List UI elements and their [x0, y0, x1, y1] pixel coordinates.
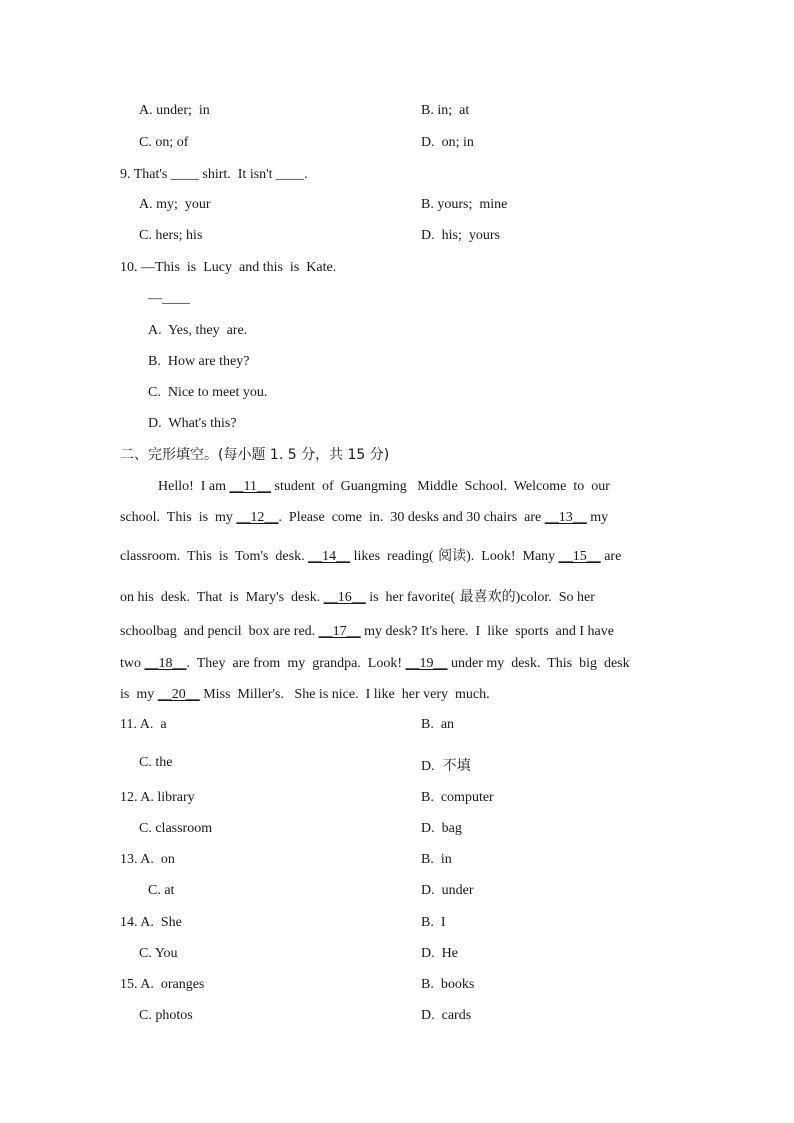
q9-blank-2: ____	[276, 167, 305, 182]
q12-option-c: C. classroom	[139, 821, 213, 836]
passage-text: my	[586, 510, 609, 525]
q11-option-d	[421, 755, 471, 775]
q11-options-row-1	[120, 717, 680, 735]
passage-text: classroom. This is Tom's desk.	[120, 549, 309, 564]
blank-17: __17__	[318, 624, 361, 639]
q10-option-b: B. How are they?	[148, 354, 250, 369]
q13-option-c: C. at	[148, 883, 175, 898]
q15-option-a: 15. A. oranges	[120, 977, 205, 992]
passage-text: )color. So her	[515, 590, 595, 605]
passage-text: Hello! I am	[158, 479, 230, 494]
q11-options-row-2	[139, 755, 699, 773]
q9-option-c: C. hers; his	[139, 228, 203, 243]
q13-option-a: 13. A. on	[120, 852, 175, 867]
section-2-heading: 二、完形填空。(每小题 1. 5 分，共 15 分)	[120, 447, 390, 463]
q10-reply	[148, 290, 190, 308]
blank-11: __11__	[229, 479, 272, 494]
q12-option-b: B. computer	[421, 790, 494, 805]
passage-chinese-gloss: 最喜欢的	[455, 589, 516, 605]
q15-option-b: B. books	[421, 977, 475, 992]
passage-text: is my	[120, 687, 158, 702]
q8-options-row-2	[139, 135, 699, 153]
q11-option-c: C. the	[139, 755, 173, 770]
passage-text: . Please come in. 30 desks and 30 chairs are	[278, 510, 545, 525]
blank-12: __12__	[236, 510, 279, 525]
q9-options-row-2	[139, 228, 699, 246]
q15-options-row-2	[139, 1008, 699, 1026]
q12-option-a: 12. A. library	[120, 790, 195, 805]
q9-option-d: D. his; yours	[421, 228, 500, 243]
q14-options-row-2	[139, 946, 699, 964]
passage-text: likes reading(	[350, 549, 434, 564]
passage-chinese-gloss: 阅读	[433, 548, 467, 564]
q10-option-a: A. Yes, they are.	[148, 323, 248, 338]
blank-20: __20__	[157, 687, 200, 702]
q13-options-row-2	[148, 883, 708, 901]
q11-option-b: B. an	[421, 717, 455, 732]
passage-text: on his desk. That is Mary's desk.	[120, 590, 324, 605]
q12-option-d: D. bag	[421, 821, 462, 836]
q8-option-c: C. on; of	[139, 135, 189, 150]
passage-text: . They are from my grandpa. Look!	[186, 656, 406, 671]
q11-option-d-text: 不填	[438, 758, 471, 774]
passage-text: is her favorite(	[365, 590, 456, 605]
q9-option-a: A. my; your	[139, 197, 211, 212]
passage-text: under my desk. This big desk	[447, 656, 630, 671]
passage-text: school. This is my	[120, 510, 237, 525]
q12-options-row-2	[139, 821, 699, 839]
q14-option-d: D. He	[421, 946, 458, 961]
passage-line-2	[120, 509, 608, 527]
q15-options-row-1	[120, 977, 680, 995]
q14-options-row-1	[120, 915, 680, 933]
q9-option-b: B. yours; mine	[421, 197, 508, 212]
passage-line-6	[120, 655, 630, 673]
q14-option-a: 14. A. She	[120, 915, 182, 930]
q10-stem: 10. —This is Lucy and this is Kate.	[120, 260, 337, 275]
blank-13: __13__	[544, 510, 587, 525]
q8-option-a: A. under; in	[139, 103, 210, 118]
q10-option-d: D. What's this?	[148, 416, 237, 431]
passage-text: student of Guangming Middle School. Welcome to our	[271, 479, 610, 494]
q9-options-row-1	[139, 197, 699, 215]
q15-option-c: C. photos	[139, 1008, 193, 1023]
q8-option-b: B. in; at	[421, 103, 470, 118]
passage-line-5	[120, 623, 614, 641]
passage-text: are	[600, 549, 622, 564]
q10-reply-blank: ____	[162, 291, 190, 306]
q14-option-b: B. I	[421, 915, 446, 930]
q8-options-row-1	[139, 103, 699, 121]
passage-text: schoolbag and pencil box are red.	[120, 624, 319, 639]
q13-option-b: B. in	[421, 852, 452, 867]
blank-15: __15__	[558, 549, 601, 564]
blank-14: __14__	[308, 549, 351, 564]
q10-reply-dash: —	[148, 291, 162, 306]
q15-option-d: D. cards	[421, 1008, 472, 1023]
q9-stem-text-mid: shirt. It isn't	[198, 167, 277, 182]
q14-option-c: C. You	[139, 946, 178, 961]
blank-18: __18__	[144, 656, 187, 671]
passage-line-1	[158, 478, 610, 496]
q9-stem	[120, 166, 308, 184]
q9-stem-text: 9. That's	[120, 167, 171, 182]
passage-line-7	[120, 686, 490, 704]
q9-blank-1: ____	[170, 167, 199, 182]
q13-option-d: D. under	[421, 883, 474, 898]
passage-line-4	[120, 588, 595, 607]
q8-option-d: D. on; in	[421, 135, 474, 150]
passage-text: Miss Miller's. She is nice. I like her very much.	[199, 687, 490, 702]
blank-19: __19__	[405, 656, 448, 671]
q12-options-row-1	[120, 790, 680, 808]
q9-stem-end: .	[304, 167, 308, 182]
passage-text: two	[120, 656, 145, 671]
q11-option-d-letter: D.	[421, 759, 439, 774]
passage-text: my desk? It's here. I like sports and I have	[360, 624, 614, 639]
blank-16: __16__	[323, 590, 366, 605]
passage-line-3	[120, 547, 621, 566]
q10-option-c: C. Nice to meet you.	[148, 385, 268, 400]
passage-text: ). Look! Many	[466, 549, 559, 564]
q11-option-a: 11. A. a	[120, 717, 167, 732]
q13-options-row-1	[120, 852, 680, 870]
